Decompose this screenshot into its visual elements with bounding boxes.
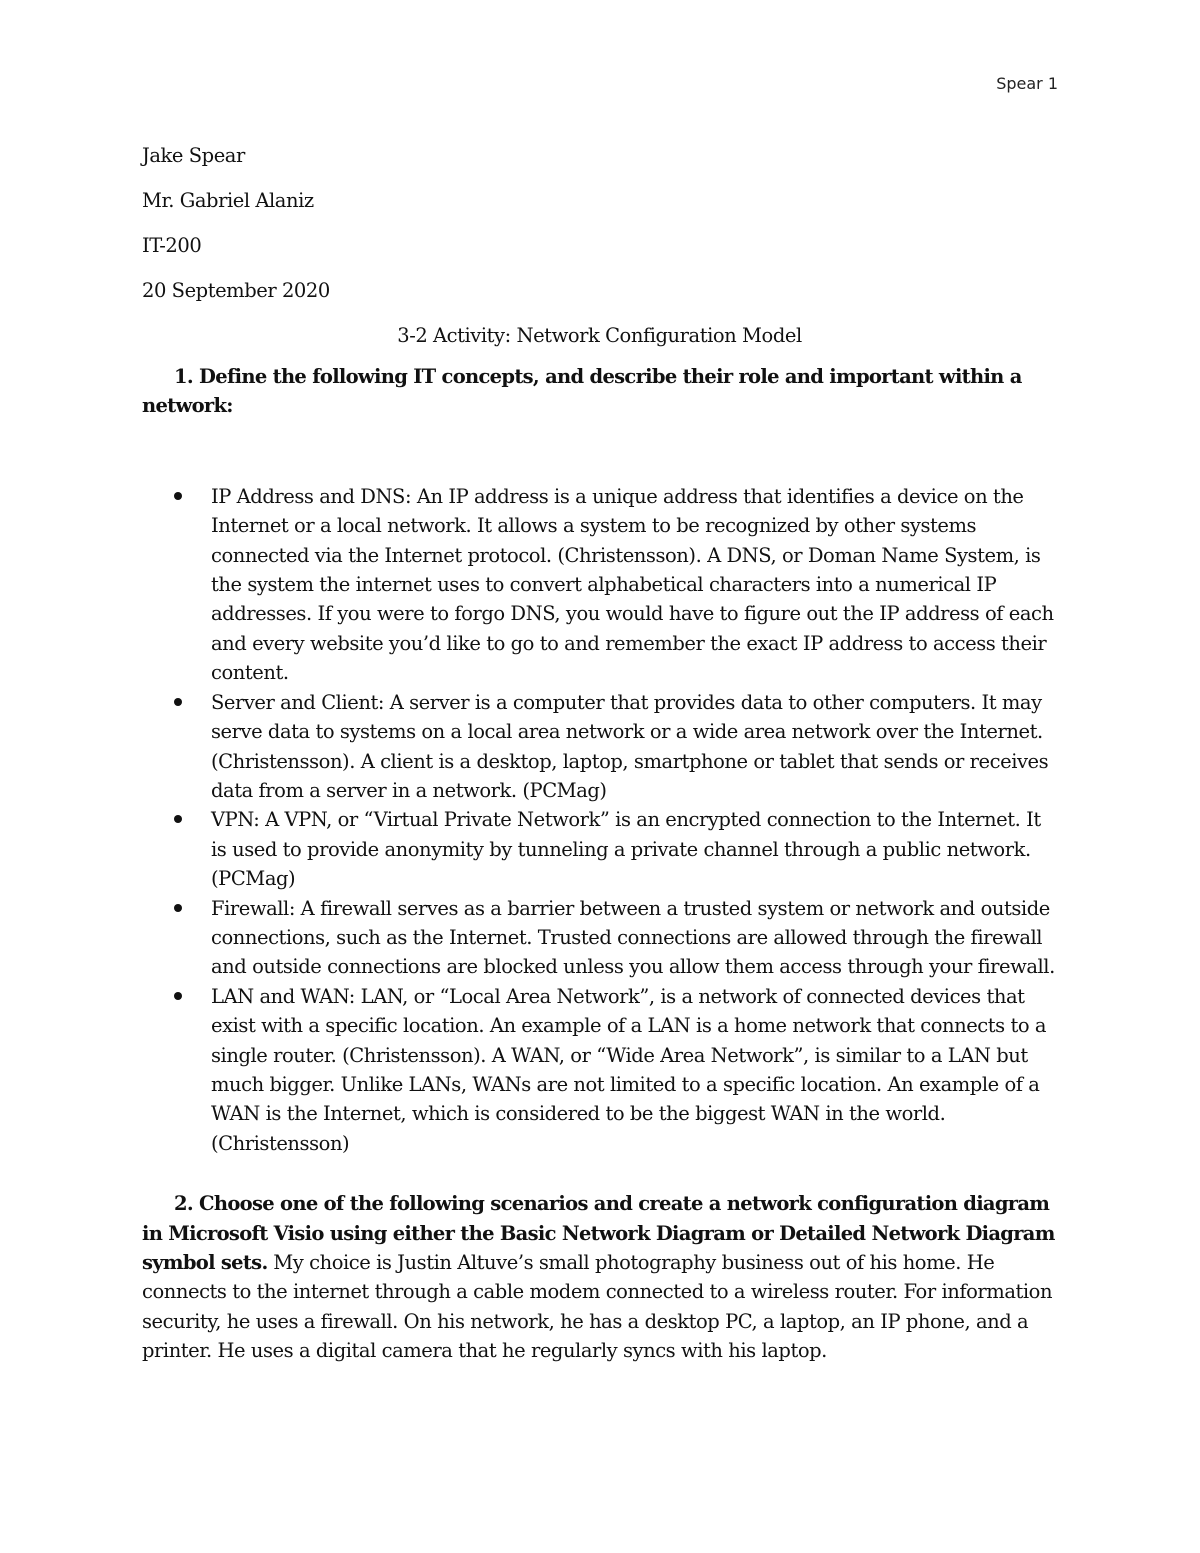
student-name: Jake Spear: [142, 144, 245, 167]
list-item-lan-wan: [142, 982, 1057, 1158]
question-2-prompt: 2. Choose one of the following scenarios and create a network configuration diagram in Microsoft Visio using either the Basic Network Diagram or Detailed Network Diagram symbol sets.: [142, 1192, 1055, 1274]
question-2-response: My choice is Justin Altuve’s small photography business out of his home. He connects to the internet through a cable modem connected to a wireless router. For information security, he uses a firewall. On his network, he has a desktop PC, a laptop, an IP phone, and a printer. He uses a digital camera that he regularly syncs with his laptop.: [142, 1251, 1053, 1363]
document-title: 3-2 Activity: Network Configuration Model: [397, 323, 802, 347]
bullet-icon: [174, 901, 184, 911]
question-1: 1. Define the following IT concepts, and describe their role and important within a network:: [142, 365, 1022, 418]
list-item-text: Server and Client: A server is a computer that provides data to other computers. It may serve data to systems on a local area network or a wide area network over the Internet. (Christensson). A client is a desktop, laptop, smartphone or tablet that sends or receives data from a server in a network. (PCMag): [211, 690, 1049, 802]
list-item-ip-dns: [142, 482, 1057, 688]
question-2: [142, 1189, 1057, 1365]
document-body: [142, 141, 1057, 1366]
course-code: IT-200: [142, 233, 202, 257]
list-item-text: LAN and WAN: LAN, or “Local Area Network”, is a network of connected devices that exist with a specific location. An example of a LAN is a home network that connects to a single router. (Christensson). A WAN, or “Wide Area Network”, is similar to a LAN but much bigger. Unlike LANs, WANs are not limited to a specific location. An example of a WAN is the Internet, which is considered to be the biggest WAN in the world. (Christensson): [211, 984, 1047, 1155]
list-item-text: Firewall: A firewall serves as a barrier between a trusted system or network and outside connections, such as the Internet. Trusted connections are allowed through the firewall and outside connections are blocked unless you allow them access through your firewall.: [211, 896, 1055, 979]
list-item-vpn: [142, 805, 1057, 893]
bullet-icon: [174, 812, 184, 822]
list-item-server-client: [142, 688, 1057, 806]
bullet-icon: [174, 989, 184, 999]
list-item-firewall: [142, 894, 1057, 982]
instructor-name: Mr. Gabriel Alaniz: [142, 188, 314, 212]
page-header: Spear 1: [996, 74, 1058, 93]
document-date: 20 September 2020: [142, 278, 330, 302]
bullet-icon: [174, 489, 184, 499]
list-item-text: VPN: A VPN, or “Virtual Private Network” is an encrypted connection to the Internet. It is used to provide anonymity by tunneling a private channel through a public network. (PCMag): [211, 808, 1041, 891]
list-item-text: IP Address and DNS: An IP address is a unique address that identifies a device on the Internet or a local network. It allows a system to be recognized by other systems connected via the Internet protocol. (Christensson). A DNS, or Doman Name System, is the system the internet uses to convert alphabetical characters into a numerical IP addresses. If you were to forgo DNS, you would have to figure out the IP address of each and every website you’d like to go to and remember the exact IP address to access their content.: [211, 484, 1054, 685]
answer-list: [142, 482, 1057, 1158]
bullet-icon: [174, 695, 184, 705]
